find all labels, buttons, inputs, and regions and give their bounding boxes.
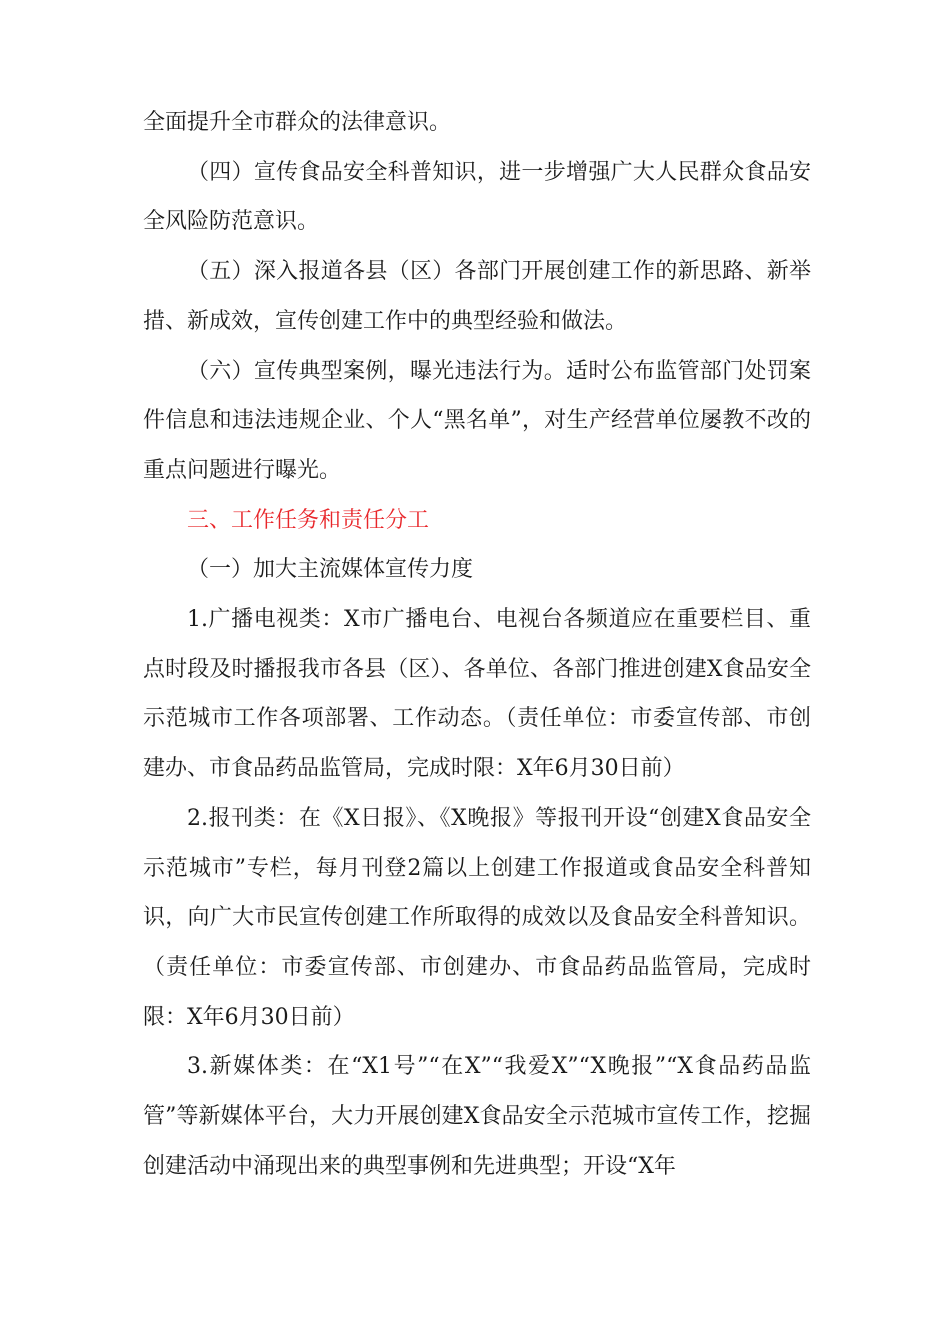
paragraph-task-2: 2.报刊类：在《X日报》、《X晚报》等报刊开设“创建X食品安全示范城市”专栏，每月刊登2篇以上创建工作报道或食品安全科普知识，向广大市民宣传创建工作所取得的成效以及食品安全科普知识。（责任单位：市委宣传部、市创建办、市食品药品监管局，完成时限：X年6月30日前）	[143, 805, 811, 1030]
document-body	[143, 98, 811, 1191]
paragraph-item-4: （四）宣传食品安全科普知识，进一步增强广大人民群众食品安全风险防范意识。	[143, 159, 811, 235]
paragraph-continuation: 全面提升全市群众的法律意识。	[143, 110, 452, 135]
section-heading-3: 三、工作任务和责任分工	[187, 507, 430, 533]
paragraph-task-1: 1.广播电视类：X市广播电台、电视台各频道应在重要栏目、重点时段及时播报我市各县（区）、各单位、各部门推进创建X食品安全示范城市工作各项部署、工作动态。（责任单位：市委宣传部、市创建办、市食品药品监管局，完成时限：X年6月30日前）	[143, 607, 811, 782]
paragraph-task-3: 3.新媒体类：在“X1号”“在X”“我爱X”“X晚报”“X食品药品监管”等新媒体平台，大力开展创建X食品安全示范城市宣传工作，挖掘创建活动中涌现出来的典型事例和先进典型；开设“X年	[143, 1054, 811, 1179]
subheading-1: （一）加大主流媒体宣传力度	[187, 557, 474, 583]
paragraph-item-6: （六）宣传典型案例，曝光违法行为。适时公布监管部门处罚案件信息和违法违规企业、个人“黑名单”，对生产经营单位屡教不改的重点问题进行曝光。	[143, 358, 811, 483]
paragraph-item-5: （五）深入报道各县（区）各部门开展创建工作的新思路、新举措、新成效，宣传创建工作中的典型经验和做法。	[143, 259, 811, 334]
